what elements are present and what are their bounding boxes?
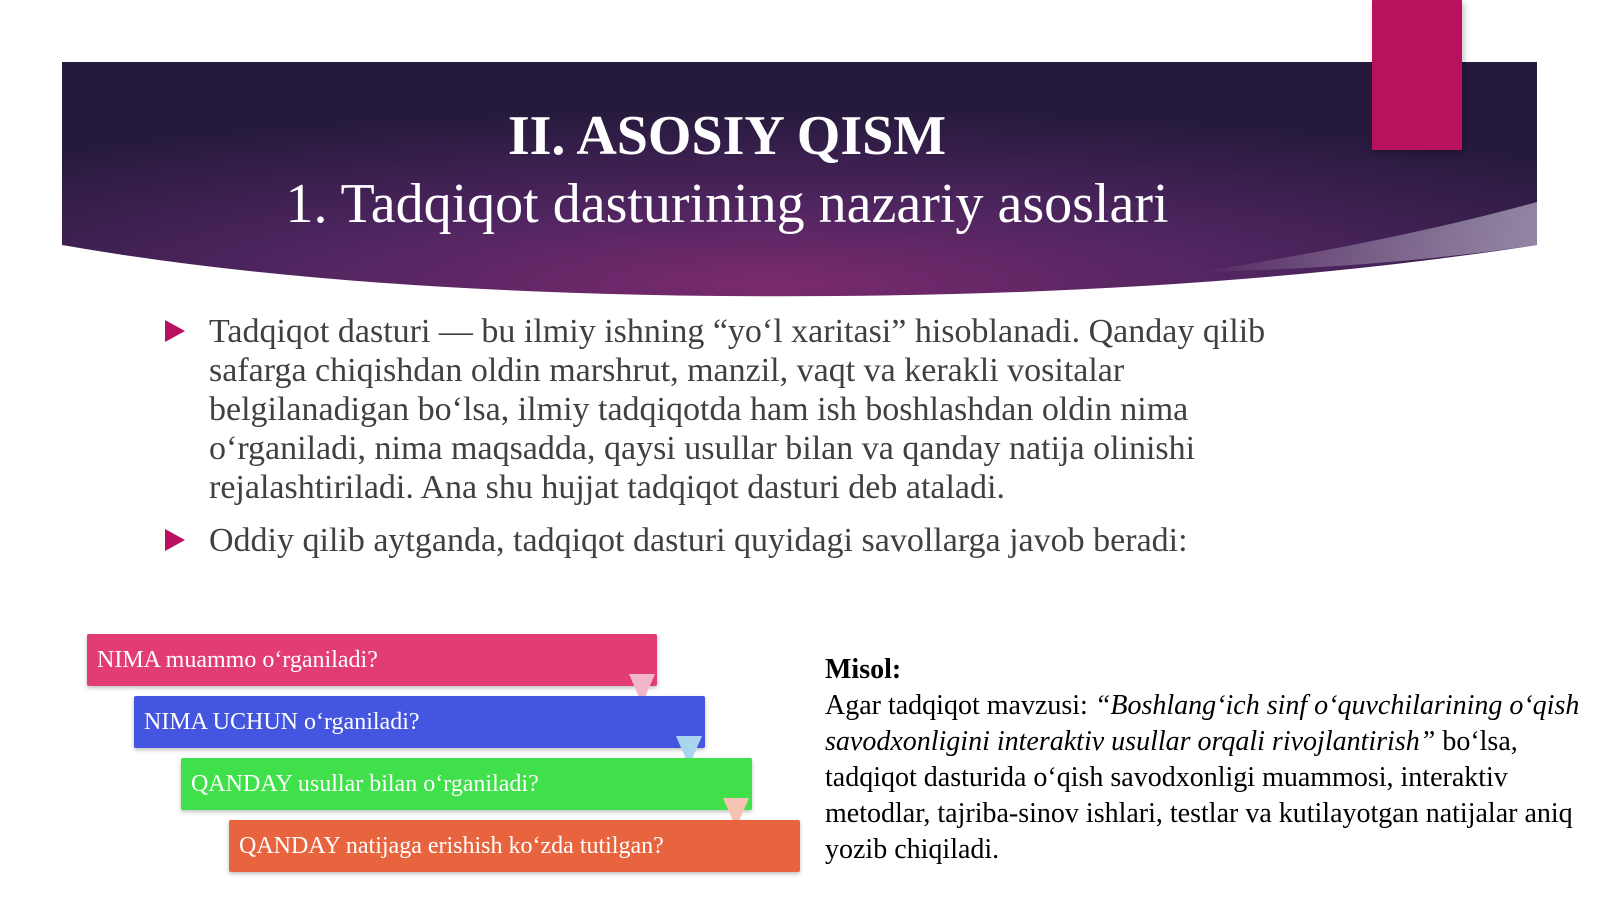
step-box-3 xyxy=(181,758,752,810)
example-topic: “Boshlang‘ich sinf o‘quvchilarining o‘qish savodxonligini interaktiv usullar orqali rivojlantirish” xyxy=(825,690,1580,757)
example-block xyxy=(825,652,1595,868)
bullet-text: Oddiy qilib aytganda, tadqiqot dasturi quyidagi savollarga javob beradi: xyxy=(209,522,1188,559)
step-box-4 xyxy=(229,820,800,872)
step-label: QANDAY natijaga erishish ko‘zda tutilgan? xyxy=(239,833,664,859)
step-box-2 xyxy=(134,696,705,748)
example-title: Misol: xyxy=(825,654,902,685)
step-label: NIMA UCHUN o‘rganiladi? xyxy=(144,709,420,735)
step-label: QANDAY usullar bilan o‘rganiladi? xyxy=(191,771,539,797)
step-box-1 xyxy=(87,634,657,686)
step-label: NIMA muammo o‘rganiladi? xyxy=(97,647,378,673)
slide-title: II. ASOSIY QISM xyxy=(507,105,947,167)
example-text xyxy=(825,690,1579,865)
slide-subtitle: 1. Tadqiqot dasturining nazariy asoslari xyxy=(285,173,1169,235)
bullet-text: Tadqiqot dasturi — bu ilmiy ishning “yo‘l xaritasi” hisoblanadi. Qanday qilib safarga chiqishdan oldin marshrut, manzil, vaqt va kerakli vositalar belgilanadigan bo‘lsa, ilmiy tadqiqotda ham ish boshlashdan oldin nima o‘rganiladi, nima maqsadda, qaysi usullar bilan va qanday natija olinishi rejalashtiriladi. Ana shu hujjat tadqiqot dasturi deb ataladi. xyxy=(209,313,1266,506)
example-rest: bo‘lsa, tadqiqot dasturida o‘qish savodxonligi muammosi, interaktiv metodlar, tajriba-sinov ishlari, testlar va kutilayotgan natijalar aniq yozib chiqiladi. xyxy=(825,726,1573,865)
example-intro: Agar tadqiqot mavzusi: xyxy=(825,690,1095,721)
